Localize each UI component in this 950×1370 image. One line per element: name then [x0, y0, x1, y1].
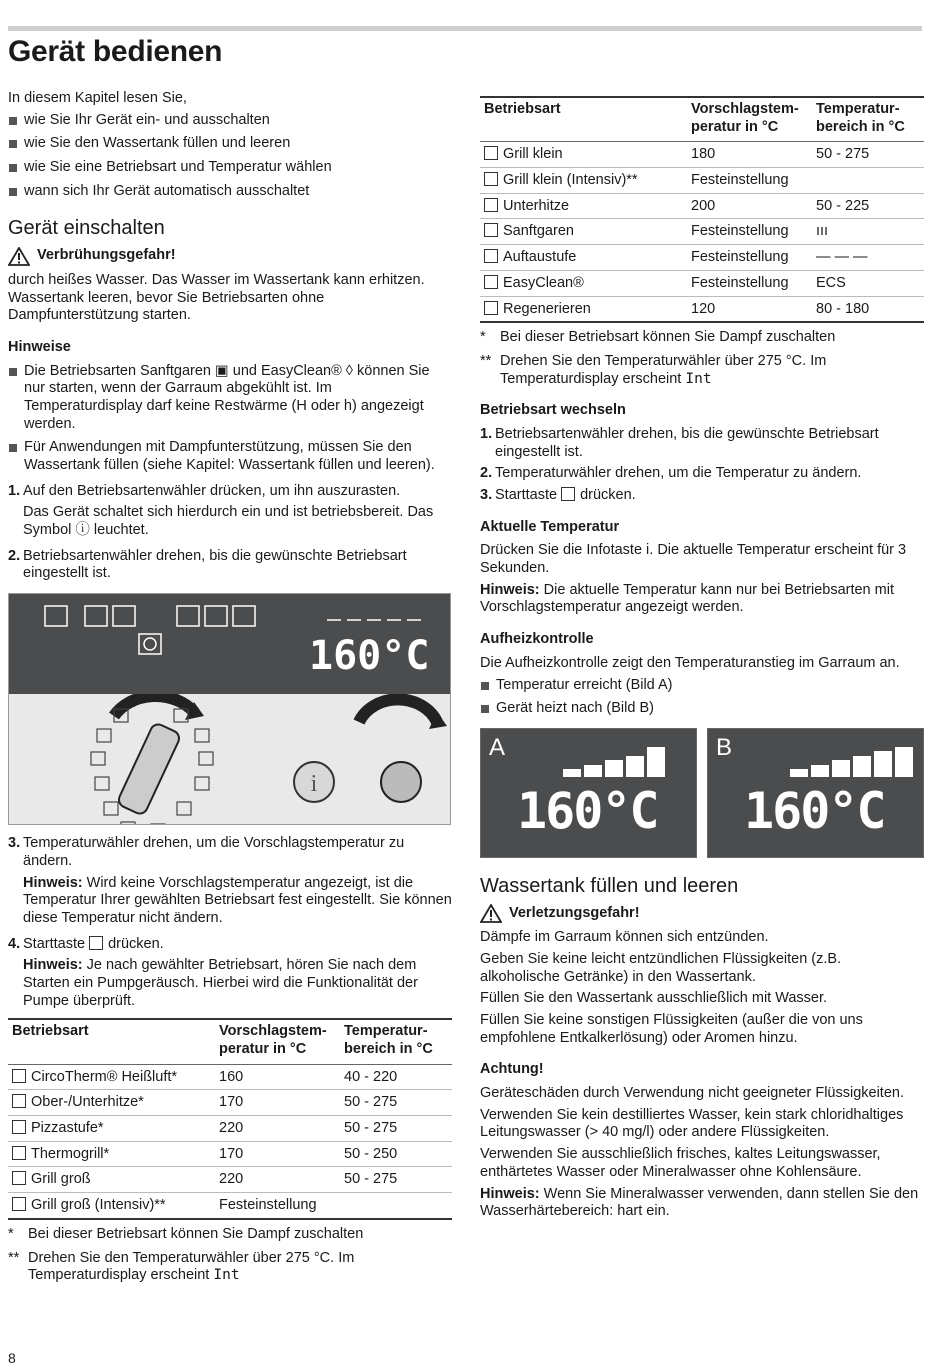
mode-icon [12, 1069, 26, 1083]
footnote [8, 1250, 452, 1285]
mode-name: CircoTherm® Heißluft* [31, 1068, 178, 1085]
suggested-temp-cell: 220 [215, 1167, 340, 1193]
step-number: 4. [8, 935, 21, 952]
warning-triangle-icon [8, 247, 30, 266]
hints-heading: Hinweise [8, 338, 71, 355]
hint-text: Die aktuelle Temperatur kann nur bei Betriebsarten mit Vorschlagstemperatur angezeigt werden. [480, 581, 894, 616]
hint-label: Hinweis: [23, 957, 83, 974]
mode-icon [12, 1171, 26, 1185]
achtung-heading: Achtung! [480, 1061, 544, 1078]
step-text: drücken. [108, 935, 164, 952]
start-key-icon [561, 487, 575, 501]
display-code: Int [213, 1267, 240, 1284]
mode-cell [480, 245, 687, 271]
suggested-temp-cell: 120 [687, 296, 812, 322]
temp-range-cell [812, 168, 924, 194]
modes-table-right [480, 96, 924, 323]
footnote-text: Bei dieser Betriebsart können Sie Dampf zuschalten [500, 329, 836, 346]
step-number: 2. [8, 547, 21, 564]
table-row [8, 1193, 452, 1219]
footnote-mark: ** [480, 352, 492, 369]
step-text: Betriebsartenwähler drehen, bis die gewünschte Betriebsart eingestellt ist. [23, 547, 407, 582]
temp-range-cell: 80 - 180 [812, 296, 924, 322]
table-row [480, 193, 924, 219]
mode-icon [484, 301, 498, 315]
mode-cell [8, 1193, 215, 1219]
suggested-temp-cell: 200 [687, 193, 812, 219]
panel-display-area [9, 594, 450, 694]
heatup-bar [626, 756, 644, 777]
hint-item: Die Betriebsarten Sanftgaren ▣ und EasyClean® ◊ können Sie nur starten, wenn der Garraum abgekühlt ist. Im Temperaturdisplay darf keine Restwärme (H oder h) angezeigt werden. [8, 363, 452, 434]
mode-cell [480, 270, 687, 296]
table-row [480, 219, 924, 245]
mode-name: Sanftgaren [503, 223, 574, 240]
footnote-mark: ** [8, 1249, 20, 1266]
table-header: Temperatur-bereich in °C [340, 1019, 452, 1064]
paragraph: Verwenden Sie kein destilliertes Wasser, kein stark chloridhaltiges Leitungswasser (> 40 mg/l) oder andere Flüssigkeiten. [480, 1106, 904, 1141]
paragraph: Geräteschäden durch Verwendung nicht geeigneter Flüssigkeiten. [480, 1085, 904, 1102]
step-item [480, 487, 924, 505]
mode-icon [12, 1146, 26, 1160]
svg-text:i: i [310, 771, 318, 798]
suggested-temp-cell: 220 [215, 1116, 340, 1142]
mode-icon [484, 249, 498, 263]
mode-icon [484, 275, 498, 289]
step-text: Temperaturwähler drehen, um die Vorschlagstemperatur zu ändern. [23, 835, 405, 869]
table-row [8, 1064, 452, 1090]
table-row [480, 296, 924, 322]
temp-range-cell [340, 1193, 452, 1219]
footnote-text: Drehen Sie den Temperaturwähler über 275 °C. Im Temperaturdisplay erscheint [500, 352, 827, 387]
mode-icon [484, 146, 498, 160]
paragraph: Verwenden Sie ausschließlich frisches, kaltes Leitungswasser, enthärtetes Wasser oder Mineralwasser ohne Kohlensäure. [480, 1146, 881, 1180]
temp-range-cell: 50 - 275 [340, 1116, 452, 1142]
paragraph [480, 1186, 924, 1221]
step-item [8, 936, 452, 954]
table-row [480, 245, 924, 271]
hint-label: Hinweis: [480, 1185, 540, 1202]
page-number: 8 [8, 1350, 16, 1366]
temp-range-cell: 50 - 250 [340, 1141, 452, 1167]
list-item: Gerät heizt nach (Bild B) [480, 700, 924, 718]
table-row [8, 1090, 452, 1116]
paragraph: Dämpfe im Garraum können sich entzünden. [480, 929, 769, 946]
heatup-bar [647, 747, 665, 777]
panel-temperature-display: 160°C [309, 633, 430, 680]
mode-icon [12, 1094, 26, 1108]
step-text: Starttaste [23, 935, 86, 952]
heatup-bar [832, 760, 850, 777]
heatup-bar [605, 760, 623, 777]
suggested-temp-cell: Festeinstellung [687, 168, 812, 194]
warning-verbruehung [8, 247, 452, 266]
table-row [8, 1116, 452, 1142]
mode-name: EasyClean® [503, 274, 584, 291]
temp-range-cell: 50 - 275 [340, 1167, 452, 1193]
footnote-mark: * [8, 1225, 14, 1242]
paragraph: Drücken Sie die Infotaste i. Die aktuelle Temperatur erscheint für 3 Sekunden. [480, 542, 907, 577]
footnote-text: Drehen Sie den Temperaturwähler über 275 °C. Im Temperaturdisplay erscheint [28, 1249, 355, 1284]
mode-cell [8, 1064, 215, 1090]
paragraph: Füllen Sie den Wassertank ausschließlich mit Wasser. [480, 990, 828, 1007]
step-text: drücken. [580, 487, 636, 503]
heatup-bar [790, 769, 808, 777]
footnote [480, 329, 924, 347]
temp-range-cell: — — — [812, 245, 924, 271]
table-row [480, 142, 924, 168]
mode-cell [480, 219, 687, 245]
page-title: Gerät bedienen [8, 35, 223, 68]
step-item [480, 465, 924, 483]
heatup-bar [584, 765, 602, 777]
knobs [9, 694, 450, 824]
temp-range-cell: 50 - 275 [812, 142, 924, 168]
figure-label: A [489, 733, 506, 761]
footnote-mark: * [480, 329, 486, 346]
figure-b [707, 728, 924, 858]
figure-label: B [716, 733, 733, 761]
step-number: 3. [480, 487, 493, 503]
table-header: Betriebsart [8, 1019, 215, 1064]
step-number: 1. [480, 425, 493, 442]
intro-item: wie Sie den Wassertank füllen und leeren [8, 135, 452, 153]
start-key-icon [89, 936, 103, 950]
step-number: 3. [8, 835, 21, 852]
step-item [480, 426, 924, 461]
intro-item: wann sich Ihr Gerät automatisch ausschaltet [8, 183, 452, 201]
paragraph: Füllen Sie keine sonstigen Flüssigkeiten (außer die von uns empfohlene Entkalkerlösung) oder Aromen hinzu. [480, 1012, 863, 1046]
footnote-text: Bei dieser Betriebsart können Sie Dampf zuschalten [28, 1225, 364, 1242]
warning-text: durch heißes Wasser. Das Wasser im Wassertank kann erhitzen. Wassertank leeren, bevor Sie Betriebsarten ohne Dampfunterstützung starten. [8, 271, 425, 324]
step-text: Betriebsartenwähler drehen, bis die gewünschte Betriebsart eingestellt ist. [495, 425, 879, 460]
table-row [480, 270, 924, 296]
paragraph: Geben Sie keine leicht entzündlichen Flüssigkeiten (z.B. alkoholische Getränke) in den Wassertank. [480, 950, 842, 985]
heatup-bar [811, 765, 829, 777]
mode-name: Pizzastufe* [31, 1120, 104, 1137]
step-text: Temperaturwähler drehen, um die Temperatur zu ändern. [495, 465, 862, 482]
warning-verletzung [480, 904, 924, 923]
hint-text: Je nach gewählter Betriebsart, hören Sie nach dem Starten ein Pumpgeräusch. Hierbei wird die Funktionalität der Pumpe überprüft. [23, 957, 418, 1009]
intro-item: wie Sie eine Betriebsart und Temperatur wählen [8, 159, 452, 177]
heatup-bar [853, 756, 871, 777]
hint-text: Wird keine Vorschlagstemperatur angezeigt, ist die Temperatur Ihrer gewählten Betriebsart fest eingestellt. Sie können diese Temperatur nicht ändern. [23, 874, 452, 926]
warning-title: Verletzungsgefahr! [509, 904, 640, 921]
mode-cell [8, 1167, 215, 1193]
figure-temperature: 160°C [517, 781, 658, 840]
suggested-temp-cell: Festeinstellung [215, 1193, 340, 1219]
warning-title: Verbrühungsgefahr! [37, 247, 176, 264]
table-row [8, 1167, 452, 1193]
table-header: Temperatur-bereich in °C [812, 97, 924, 142]
section-heading-aufheiz: Aufheizkontrolle [480, 631, 594, 648]
display-code: Int [685, 370, 712, 387]
left-column [8, 90, 452, 1291]
mode-icon [484, 172, 498, 186]
mode-name: Regenerieren [503, 300, 591, 317]
suggested-temp-cell: Festeinstellung [687, 219, 812, 245]
temp-range-cell: 50 - 225 [812, 193, 924, 219]
step-hint [23, 875, 452, 928]
step-number: 2. [480, 465, 493, 482]
mode-cell [8, 1116, 215, 1142]
section-heading-einschalten: Gerät einschalten [8, 217, 165, 240]
mode-name: Auftaustufe [503, 249, 577, 266]
table-header: Vorschlagstem-peratur in °C [687, 97, 812, 142]
hint-item: Für Anwendungen mit Dampfunterstützung, müssen Sie den Wassertank füllen (siehe Kapitel: Wassertank füllen und leeren). [8, 439, 452, 474]
right-column [480, 96, 924, 1225]
mode-name: Grill klein [503, 146, 563, 163]
step-hint [23, 957, 452, 1010]
heatup-bar [563, 769, 581, 777]
heatup-bars [563, 747, 665, 777]
suggested-temp-cell: 180 [687, 142, 812, 168]
hint-label: Hinweis: [23, 874, 83, 891]
step-sub: Das Gerät schaltet sich hierdurch ein und ist betriebsbereit. Das Symbol ⓘ leuchtet. [23, 504, 434, 539]
figure-a [480, 728, 697, 858]
suggested-temp-cell: Festeinstellung [687, 270, 812, 296]
mode-name: Unterhitze [503, 197, 570, 214]
footnote [480, 353, 924, 388]
step-text: Starttaste [495, 487, 558, 503]
mode-icon [12, 1197, 26, 1211]
suggested-temp-cell: 160 [215, 1064, 340, 1090]
mode-cell [480, 168, 687, 194]
mode-cell [480, 296, 687, 322]
mode-icon [484, 223, 498, 237]
mode-icon [484, 198, 498, 212]
mode-name: Ober-/Unterhitze* [31, 1094, 144, 1111]
mode-name: Grill groß [31, 1171, 91, 1188]
temp-range-cell: ECS [812, 270, 924, 296]
temp-range-cell: ııı [812, 219, 924, 245]
list-item: Temperatur erreicht (Bild A) [480, 677, 924, 695]
step-number: 1. [8, 482, 21, 499]
table-header: Vorschlagstem-peratur in °C [215, 1019, 340, 1064]
mode-name: Thermogrill* [31, 1145, 110, 1162]
step-item [8, 548, 452, 583]
hint-text: Wenn Sie Mineralwasser verwenden, dann stellen Sie den Wasserhärtebereich: hart ein. [480, 1185, 919, 1220]
modes-table-left [8, 1018, 452, 1220]
temp-range-cell: 50 - 275 [340, 1090, 452, 1116]
footnote [8, 1226, 452, 1244]
top-rule [8, 26, 922, 31]
intro-item: wie Sie Ihr Gerät ein- und ausschalten [8, 112, 452, 130]
step-item [8, 835, 452, 870]
hint-label: Hinweis: [480, 581, 540, 598]
mode-icon [12, 1120, 26, 1134]
heatup-bar [895, 747, 913, 777]
mode-cell [8, 1090, 215, 1116]
paragraph [480, 582, 924, 617]
intro-lead: In diesem Kapitel lesen Sie, [8, 90, 187, 106]
mode-name: Grill klein (Intensiv)** [503, 172, 638, 189]
oven-panel-illustration [8, 593, 451, 825]
heatup-figures [480, 728, 924, 858]
mode-cell [480, 193, 687, 219]
mode-name: Grill groß (Intensiv)** [31, 1197, 166, 1214]
section-heading-aktuell: Aktuelle Temperatur [480, 518, 620, 535]
section-heading-wassertank: Wassertank füllen und leeren [480, 874, 739, 897]
heatup-bars [790, 747, 913, 777]
table-row [480, 168, 924, 194]
heatup-bar [874, 751, 892, 777]
warning-triangle-icon [480, 904, 502, 923]
temp-range-cell: 40 - 220 [340, 1064, 452, 1090]
suggested-temp-cell: 170 [215, 1090, 340, 1116]
paragraph: Die Aufheizkontrolle zeigt den Temperaturanstieg im Garraum an. [480, 654, 900, 671]
section-heading-wechseln: Betriebsart wechseln [480, 402, 626, 419]
suggested-temp-cell: Festeinstellung [687, 245, 812, 271]
suggested-temp-cell: 170 [215, 1141, 340, 1167]
mode-cell [8, 1141, 215, 1167]
step-item [8, 483, 452, 501]
table-header: Betriebsart [480, 97, 687, 142]
figure-temperature: 160°C [744, 781, 885, 840]
step-text: Auf den Betriebsartenwähler drücken, um ihn auszurasten. [23, 482, 401, 499]
table-row [8, 1141, 452, 1167]
mode-cell [480, 142, 687, 168]
